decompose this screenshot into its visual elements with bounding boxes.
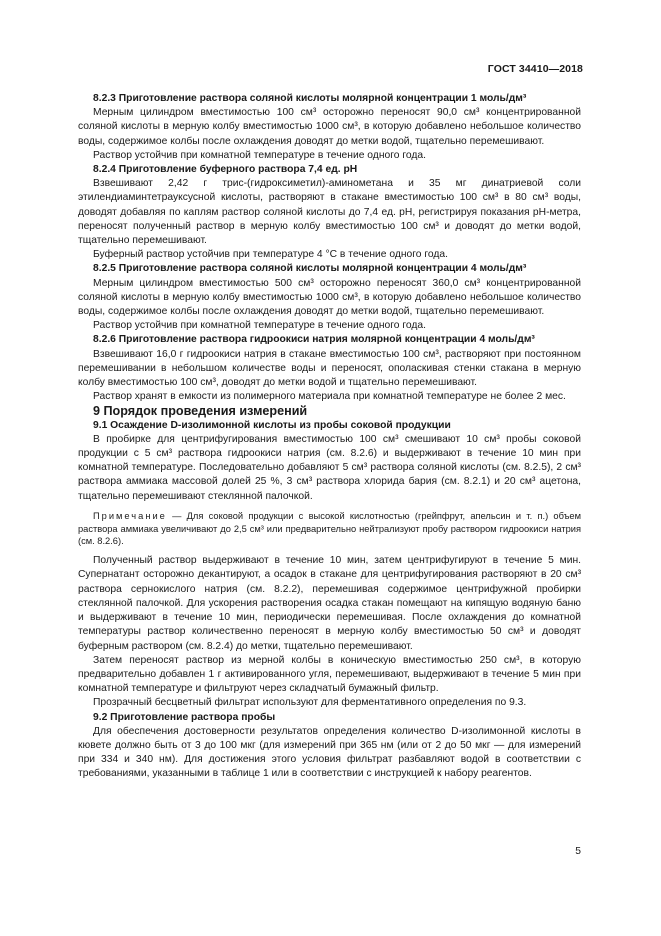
paragraph: Прозрачный бесцветный фильтрат используют для ферментативного определения по 9.3. (93, 697, 527, 709)
note-text: — Для соковой продукции с высокой кислотностью (грейпфрут, апельсин и т. п.) объем раствора аммиака увеличивают до 2,5 см³ или предварительно нейтрализуют пробу раствором гидроокиси натрия (см. 8.2.6). (78, 510, 581, 547)
paragraph: Мерным цилиндром вместимостью 500 см³ осторожно переносят 360,0 см³ концентрированной соляной кислоты в мерную колбу вместимостью 1000 см³, в которую добавлено небольшое количество воды, содержимое колбы после охлаждения доводят до метки водой, тщательно перемешивают. (78, 277, 581, 318)
paragraph: Затем переносят раствор из мерной колбы в коническую вместимостью 250 см³, в которую предварительно добавлен 1 г активированного угля, перемешивают, выдерживают в течение 5 мин при комнатной температуре и фильтруют через складчатый бумажный фильтр. (78, 654, 581, 695)
section-heading-8-2-4: 8.2.4 Приготовление буферного раствора 7,4 ед. pH (93, 164, 358, 176)
paragraph: Раствор устойчив при комнатной температуре в течение одного года. (93, 149, 426, 161)
paragraph: Буферный раствор устойчив при температуре 4 °С в течение одного года. (93, 249, 449, 261)
section-heading-9-1: 9.1 Осаждение D-изолимонной кислоты из пробы соковой продукции (93, 419, 451, 431)
note (78, 510, 581, 548)
section-heading-8-2-6: 8.2.6 Приготовление раствора гидроокиси натрия молярной концентрации 4 моль/дм³ (93, 334, 535, 346)
paragraph: В пробирке для центрифугирования вместимостью 100 см³ смешивают 10 см³ пробы соковой продукции с 5 см³ раствора гидроокиси натрия (см. 8.2.6) и выдерживают в течение 10 мин при комнатной температуре. Последовательно добавляют 5 см³ раствора соляной кислоты (см. 8.2.5), 2 см³ раствора аммиака массовой долей 25 %, 3 см³ раствора хлорида бария (см. 8.2.1) и 20 см³ ацетона, тщательно перемешивают стеклянной палочкой. (78, 433, 581, 502)
paragraph: Для обеспечения достоверности результатов определения количество D-изолимонной кислоты в кювете должно быть от 3 до 100 мкг (для измерений при 365 нм (или от 2 до 50 мкг — для измерений при 334 и 340 нм). Для достижения этого условия фильтрат разбавляют водой в соответствии с требованиями, указанными в таблице 1 или в соответствии с инструкцией к набору реагентов. (78, 725, 581, 780)
section-heading-9-2: 9.2 Приготовление раствора пробы (93, 711, 276, 723)
paragraph: Полученный раствор выдерживают в течение 10 мин, затем центрифугируют в течение 5 мин. Супернатант осторожно декантируют, а осадок в стакане для центрифугирования растворяют в 20 см³ раствора сернокислого натрия (см. 8.2.2), перемешивая содержимое центрифужной пробирки стеклянной палочкой. Для ускорения растворения осадка стакан помещают на кипящую водяную баню и выдерживают в течение 10 мин, периодически перемешивая. После охлаждения до комнатной температуры раствор количественно переносят в мерную колбу вместимостью 50 см³ и доводят буферным раствором (см. 8.2.4) до метки, тщательно перемешивают. (78, 555, 581, 652)
note-label: Примечание (93, 510, 167, 521)
page-number: 5 (575, 846, 581, 857)
page-content (78, 92, 581, 782)
document-id: ГОСТ 34410—2018 (487, 63, 583, 75)
section-heading-8-2-5: 8.2.5 Приготовление раствора соляной кислоты молярной концентрации 4 моль/дм³ (93, 263, 527, 275)
paragraph: Мерным цилиндром вместимостью 100 см³ осторожно переносят 90,0 см³ концентрированной соляной кислоты в мерную колбу вместимостью 1000 см³, в которую добавлено небольшое количество воды, содержимое колбы после охлаждения доводят до метки водой, тщательно перемешивают. (78, 107, 581, 147)
section-heading-8-2-3: 8.2.3 Приготовление раствора соляной кислоты молярной концентрации 1 моль/дм³ (93, 93, 527, 104)
paragraph: Раствор устойчив при комнатной температуре в течение одного года. (93, 320, 426, 332)
section-heading-9: 9 Порядок проведения измерений (93, 404, 308, 419)
paragraph: Раствор хранят в емкости из полимерного материала при комнатной температуре не более 2 мес. (93, 391, 566, 403)
paragraph: Взвешивают 2,42 г трис-(гидроксиметил)-аминометана и 35 мг динатриевой соли этилендиаминтетрауксусной кислоты, растворяют в стакане вместимостью 100 см³ в 80 см³ воды, доводят добавляя по каплям раствор соляной кислоты до 7,4 ед. pH, регистрируя показания pH-метра, переносят полученный раствор в мерную колбу вместимостью 100 см³ и доводят до метки водой, тщательно перемешивают. (78, 178, 581, 247)
paragraph: Взвешивают 16,0 г гидроокиси натрия в стакане вместимостью 100 см³, растворяют при постоянном перемешивании в небольшом количестве воды и переносят, ополаскивая стенки стакана в мерную колбу вместимостью 100 см³, доводят до метки водой и тщательно перемешивают. (78, 348, 581, 389)
